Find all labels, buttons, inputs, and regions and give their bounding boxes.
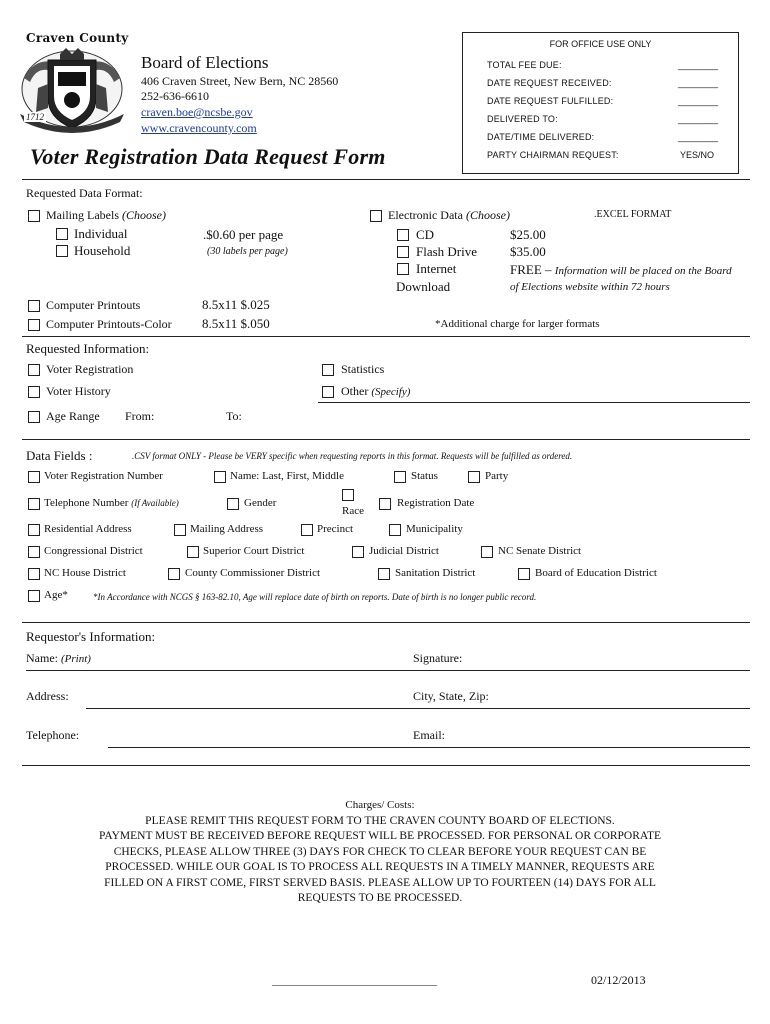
org-website-link[interactable]: www.cravencounty.com — [141, 121, 257, 135]
office-row-label: DELIVERED TO: — [487, 114, 558, 124]
charges-heading: Charges/ Costs: — [345, 799, 415, 811]
org-phone: 252-636-6610 — [141, 89, 209, 103]
requestor-address-label: Address: — [26, 689, 69, 703]
computer-printouts-color-price: 8.5x11 $.050 — [202, 316, 270, 331]
household-label: Household — [74, 243, 131, 258]
divider — [22, 622, 750, 623]
choose-note: (Choose) — [121, 208, 166, 222]
address-line[interactable] — [86, 708, 750, 709]
voter-registration-label: Voter Registration — [46, 362, 134, 376]
field-label-precinct: Precinct — [317, 523, 354, 535]
cd-price: $25.00 — [510, 227, 546, 242]
electronic-data-checkbox[interactable] — [370, 210, 382, 222]
voter-registration-checkbox[interactable] — [28, 364, 40, 376]
computer-printouts-color-checkbox[interactable] — [28, 319, 40, 331]
electronic-data-text: Electronic Data — [388, 208, 463, 222]
field-checkbox-board-education[interactable] — [518, 568, 530, 580]
org-name: Board of Elections — [141, 53, 269, 72]
office-row-blank[interactable]: ________ — [677, 96, 718, 106]
remit-line-3: CHECKS, PLEASE ALLOW THREE (3) DAYS FOR CHECK TO CLEAR BEFORE YOUR REQUEST CAN BE — [113, 845, 647, 858]
field-checkbox-residential[interactable] — [28, 524, 40, 536]
mailing-labels-checkbox[interactable] — [28, 210, 40, 222]
field-label-congressional: Congressional District — [44, 545, 143, 557]
field-label-nc-senate: NC Senate District — [498, 545, 582, 557]
other-text: Other — [341, 384, 369, 398]
field-checkbox-sanitation[interactable] — [378, 568, 390, 580]
labels-per-page-note: (30 labels per page) — [207, 246, 288, 257]
cd-label: CD — [416, 227, 435, 242]
flash-drive-label: Flash Drive — [416, 244, 478, 259]
office-use-title: FOR OFFICE USE ONLY — [549, 39, 652, 49]
field-checkbox-age[interactable] — [28, 590, 40, 602]
county-logo-text: Craven County — [26, 31, 129, 45]
org-address: 406 Craven Street, New Bern, NC 28560 — [141, 74, 339, 88]
field-label-judicial: Judicial District — [369, 545, 439, 557]
cd-checkbox[interactable] — [397, 229, 409, 241]
office-row-yes-no[interactable]: YES/NO — [679, 150, 714, 160]
age-note: *In Accordance with NCGS § 163-82.10, Age will replace date of birth on reports. Date of birth is no longer public record. — [93, 592, 537, 602]
if-available-note: (If Available) — [131, 498, 179, 508]
field-checkbox-party[interactable] — [468, 471, 480, 483]
office-use-box — [462, 32, 739, 174]
requestor-email-label: Email: — [413, 728, 445, 742]
field-checkbox-race[interactable] — [342, 489, 354, 501]
office-row-blank[interactable]: ________ — [677, 78, 718, 88]
field-label-status: Status — [411, 470, 438, 482]
field-checkbox-status[interactable] — [394, 471, 406, 483]
price-per-page: .$0.60 per page — [203, 227, 284, 242]
specify-note: (Specify) — [371, 386, 411, 398]
field-label-sanitation: Sanitation District — [395, 567, 476, 579]
age-to-label: To: — [226, 409, 242, 423]
remit-line-2: PAYMENT MUST BE RECEIVED BEFORE REQUEST WILL BE PROCESSED. FOR PERSONAL OR CORPORATE — [99, 830, 661, 842]
field-label-gender: Gender — [244, 497, 277, 509]
divider — [22, 179, 750, 180]
flash-drive-price: $35.00 — [510, 244, 546, 259]
office-row-label: DATE REQUEST RECEIVED: — [487, 78, 612, 88]
individual-checkbox[interactable] — [56, 228, 68, 240]
field-label-party: Party — [485, 470, 509, 482]
download-label: Download — [396, 279, 451, 294]
field-label-mailing: Mailing Address — [190, 523, 264, 535]
free-text: FREE – — [510, 262, 552, 277]
remit-line-5: FILLED ON A FIRST COME, FIRST SERVED BASIS. PLEASE ALLOW UP TO FOURTEEN (14) DAYS FOR ALL — [104, 876, 656, 889]
other-specify-line[interactable] — [318, 402, 750, 403]
field-label-nc-house: NC House District — [44, 567, 126, 579]
divider — [22, 439, 750, 440]
voter-history-checkbox[interactable] — [28, 386, 40, 398]
computer-printouts-color-label: Computer Printouts-Color — [46, 317, 172, 331]
electronic-data-label — [388, 208, 510, 223]
computer-printouts-price: 8.5x11 $.025 — [202, 297, 270, 312]
field-checkbox-gender[interactable] — [227, 498, 239, 510]
other-checkbox[interactable] — [322, 386, 334, 398]
field-label-race: Race — [342, 505, 364, 517]
excel-format-label: .EXCEL FORMAT — [594, 209, 672, 220]
form-title: Voter Registration Data Request Form — [30, 144, 386, 169]
name-text: Name: — [26, 651, 58, 665]
field-label-registration-date: Registration Date — [397, 497, 475, 509]
computer-printouts-checkbox[interactable] — [28, 300, 40, 312]
field-checkbox-superior-court[interactable] — [187, 546, 199, 558]
free-note: Information will be placed on the Board — [554, 265, 732, 277]
free-note-line2: of Elections website within 72 hours — [510, 281, 670, 293]
field-label-municipality: Municipality — [406, 523, 463, 535]
field-checkbox-judicial[interactable] — [352, 546, 364, 558]
field-checkbox-registration-date[interactable] — [379, 498, 391, 510]
requestor-telephone-label: Telephone: — [26, 728, 80, 742]
field-checkbox-municipality[interactable] — [389, 524, 401, 536]
field-checkbox-nc-house[interactable] — [28, 568, 40, 580]
voter-history-label: Voter History — [46, 384, 111, 398]
field-checkbox-mailing[interactable] — [174, 524, 186, 536]
internet-label: Internet — [416, 261, 457, 276]
print-note: (Print) — [61, 653, 91, 665]
divider — [22, 765, 750, 766]
footer-signature-blank: ______________________________ — [272, 975, 437, 987]
field-checkbox-commissioner[interactable] — [168, 568, 180, 580]
requestor-name-label — [26, 651, 91, 666]
office-row-label: DATE/TIME DELIVERED: — [487, 132, 595, 142]
charges-block — [30, 798, 730, 907]
fields-heading: Data Fields : — [26, 448, 93, 463]
telephone-line[interactable] — [108, 747, 750, 748]
mailing-labels-text: Mailing Labels — [46, 208, 119, 222]
form-date: 02/12/2013 — [591, 973, 646, 987]
telephone-text: Telephone Number — [44, 497, 129, 509]
age-range-checkbox[interactable] — [28, 411, 40, 423]
office-row-label: TOTAL FEE DUE: — [487, 60, 562, 70]
field-label-telephone — [44, 497, 179, 509]
office-row-blank[interactable]: ________ — [677, 60, 718, 70]
field-label-name: Name: Last, First, Middle — [230, 470, 344, 482]
office-row-blank[interactable]: ________ — [677, 132, 718, 142]
age-range-label: Age Range — [46, 409, 100, 423]
free-label — [510, 262, 732, 278]
flash-drive-checkbox[interactable] — [397, 246, 409, 258]
field-label-residential: Residential Address — [44, 523, 132, 535]
field-label-board-education: Board of Education District — [535, 567, 657, 579]
field-checkbox-name[interactable] — [214, 471, 226, 483]
requestor-signature-label: Signature: — [413, 651, 463, 665]
requestor-heading: Requestor's Information: — [26, 629, 156, 644]
field-checkbox-voter-reg-number[interactable] — [28, 471, 40, 483]
age-from-label: From: — [125, 409, 155, 423]
field-checkbox-telephone[interactable] — [28, 498, 40, 510]
additional-charge-note: *Additional charge for larger formats — [435, 318, 600, 330]
choose-note: (Choose) — [465, 208, 510, 222]
requestor-city-label: City, State, Zip: — [413, 689, 489, 703]
remit-line-1: PLEASE REMIT THIS REQUEST FORM TO THE CRAVEN COUNTY BOARD OF ELECTIONS. — [145, 814, 615, 827]
household-checkbox[interactable] — [56, 245, 68, 257]
seal-year: 1712 — [26, 112, 44, 122]
mailing-labels-label — [46, 208, 166, 223]
other-label — [341, 384, 410, 399]
office-row-label: DATE REQUEST FULFILLED: — [487, 96, 614, 106]
remit-line-6: REQUESTS TO BE PROCESSED. — [297, 892, 463, 904]
field-label-superior-court: Superior Court District — [203, 545, 305, 557]
name-line[interactable] — [26, 670, 750, 671]
office-row-blank[interactable]: ________ — [677, 114, 718, 124]
remit-line-4: PROCESSED. WHILE OUR GOAL IS TO PROCESS ALL REQUESTS IN A TIMELY MANNER, REQUESTS ARE — [105, 861, 655, 873]
field-label-age: Age* — [44, 589, 68, 601]
field-label-voter-reg-number: Voter Registration Number — [44, 470, 163, 482]
org-email-link[interactable]: craven.boe@ncsbe.gov — [141, 105, 253, 119]
statistics-checkbox[interactable] — [322, 364, 334, 376]
statistics-label: Statistics — [341, 362, 385, 376]
fields-note: .CSV format ONLY - Please be VERY specific when requesting reports in this format. Requests will be fulfilled as ordered. — [132, 451, 573, 461]
internet-download-checkbox[interactable] — [397, 263, 409, 275]
computer-printouts-label: Computer Printouts — [46, 298, 141, 312]
info-heading: Requested Information: — [26, 341, 150, 356]
field-label-commissioner: County Commissioner District — [185, 567, 321, 579]
office-row-label: PARTY CHAIRMAN REQUEST: — [487, 150, 619, 160]
divider — [22, 336, 750, 337]
field-checkbox-congressional[interactable] — [28, 546, 40, 558]
format-heading: Requested Data Format: — [26, 186, 143, 200]
field-checkbox-precinct[interactable] — [301, 524, 313, 536]
individual-label: Individual — [74, 226, 128, 241]
field-checkbox-nc-senate[interactable] — [481, 546, 493, 558]
